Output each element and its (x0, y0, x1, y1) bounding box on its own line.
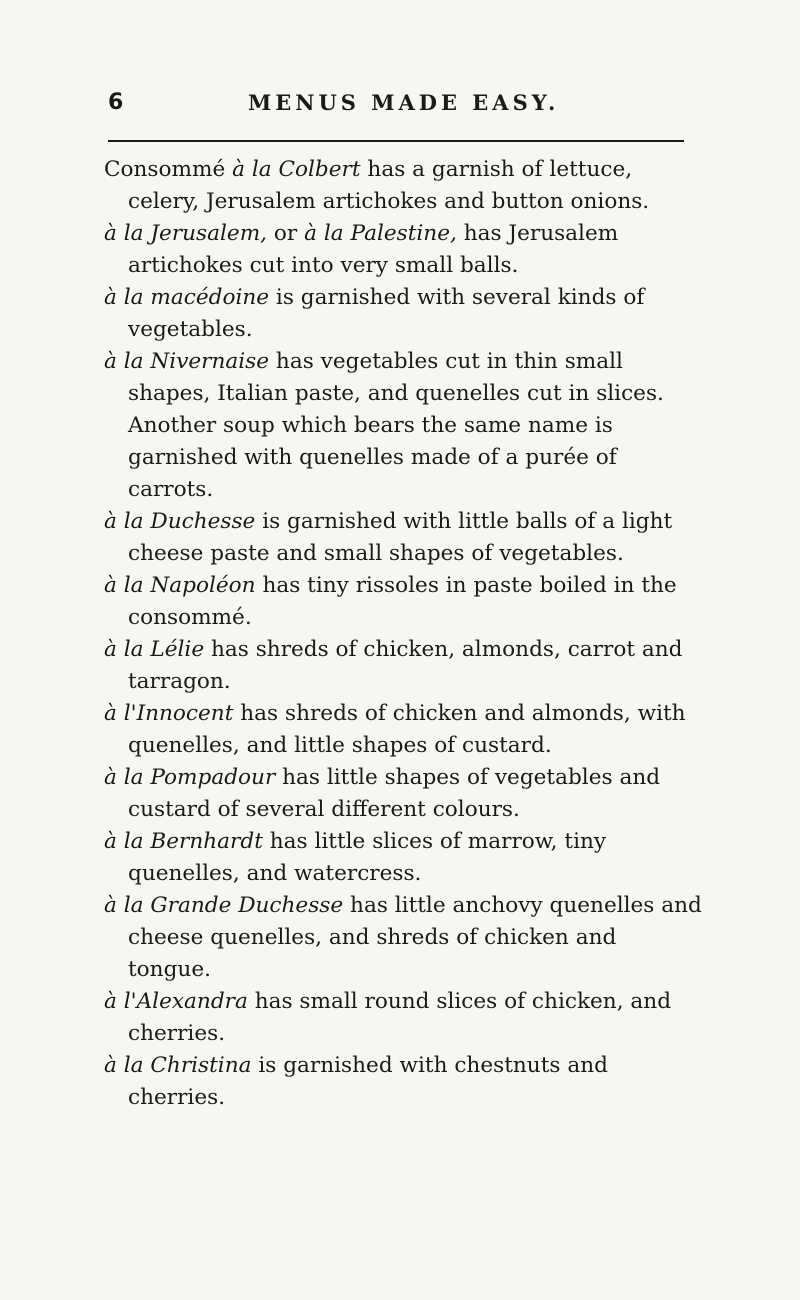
entry-dish-name: l'Innocent (116, 701, 234, 726)
entry-description: has tiny rissoles in paste boiled in the consommé. (128, 573, 677, 630)
entry-prep: à la (104, 893, 144, 918)
entry-dish-name: macédoine (143, 285, 270, 310)
entry-napoleon (104, 570, 704, 634)
entry-dish-name: Christina (143, 1053, 252, 1078)
entry-prep: à la (104, 829, 144, 854)
body-text (104, 154, 704, 1114)
entry-lead: Consommé (104, 157, 233, 182)
entry-colbert (104, 154, 704, 218)
entry-prep: à (104, 701, 117, 726)
entry-christina (104, 1050, 704, 1114)
entry-prep: à la (232, 157, 272, 182)
entry-dish-name: Lélie (143, 637, 205, 662)
page-header (108, 84, 708, 124)
entry-prep: à la (304, 221, 344, 246)
entry-prep: à la (104, 573, 144, 598)
entry-prep: à (104, 989, 117, 1014)
entry-description: has a garnish of lettuce, celery, Jerusalem artichokes and button onions. (128, 157, 650, 214)
entry-description: is garnished with chestnuts and cherries. (128, 1053, 608, 1110)
entry-prep: à la (104, 1053, 144, 1078)
entry-prep: à la (104, 637, 144, 662)
entry-prep: à la (104, 221, 144, 246)
entry-dish-name: Colbert (271, 157, 361, 182)
entry-description: has shreds of chicken, almonds, carrot and tarragon. (128, 637, 683, 694)
page-number: 6 (108, 90, 124, 115)
entry-duchesse (104, 506, 704, 570)
running-title: MENUS MADE EASY. (248, 90, 560, 115)
header-rule (108, 140, 684, 142)
entry-dish-name: Bernhardt (143, 829, 263, 854)
entry-innocent (104, 698, 704, 762)
entry-description: has vegetables cut in thin small shapes, Italian paste, and quenelles cut in slices. Another soup which bears the same name is garnished with quenelles made of a purée of carrots. (128, 349, 664, 502)
entry-dish-name: Napoléon (143, 573, 256, 598)
entry-pompadour (104, 762, 704, 826)
entry-dish-name: Pompadour (143, 765, 276, 790)
entry-description: has shreds of chicken and almonds, with quenelles, and little shapes of custard. (128, 701, 686, 758)
entry-dish-name: Jerusalem, (143, 221, 268, 246)
entry-grande-duchesse (104, 890, 704, 986)
entry-dish-name: l'Alexandra (116, 989, 248, 1014)
entry-dish-name: Nivernaise (143, 349, 270, 374)
entry-dish-name: Duchesse (143, 509, 256, 534)
entry-alexandra (104, 986, 704, 1050)
entry-dish-name: Grande Duchesse (143, 893, 344, 918)
entry-connector: or (267, 221, 305, 246)
entry-bernhardt (104, 826, 704, 890)
entry-prep: à la (104, 765, 144, 790)
entry-description: has Jerusalem artichokes cut into very small balls. (128, 221, 619, 278)
entry-description: is garnished with little balls of a light cheese paste and small shapes of vegetables. (128, 509, 673, 566)
entry-macedoine (104, 282, 704, 346)
entry-description: has little slices of marrow, tiny quenelles, and watercress. (128, 829, 607, 886)
entry-dish-name: Palestine, (343, 221, 457, 246)
entry-jerusalem (104, 218, 704, 282)
entry-description: has little anchovy quenelles and cheese quenelles, and shreds of chicken and tongue. (128, 893, 702, 982)
entry-description: has little shapes of vegetables and custard of several different colours. (128, 765, 661, 822)
entry-prep: à la (104, 285, 144, 310)
entry-description: has small round slices of chicken, and cherries. (128, 989, 672, 1046)
entry-prep: à la (104, 509, 144, 534)
entry-description: is garnished with several kinds of vegetables. (128, 285, 645, 342)
entry-nivernaise (104, 346, 704, 506)
entry-prep: à la (104, 349, 144, 374)
entry-lelie (104, 634, 704, 698)
